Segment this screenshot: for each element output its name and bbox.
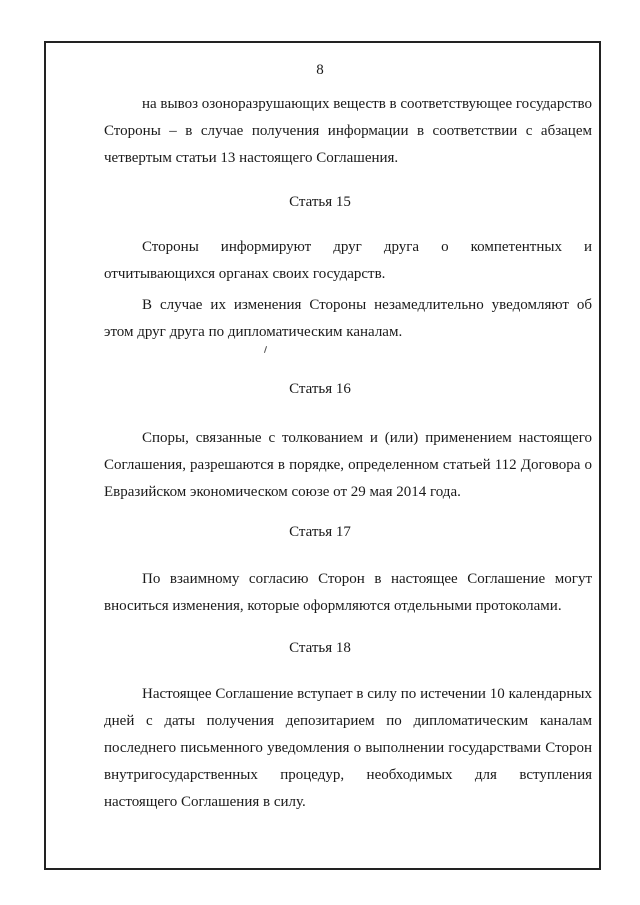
article-15-body <box>104 234 592 346</box>
article-17-heading: Статья 17 <box>289 524 351 540</box>
article-18-heading: Статья 18 <box>289 640 351 656</box>
article-15-paragraph-1: Стороны информируют друг друга о компетентных и отчитывающихся органах своих государств. <box>104 239 592 282</box>
intro-paragraph-block <box>104 91 592 172</box>
article-15-paragraph-2: В случае их изменения Стороны незамедлительно уведомляют об этом друг друга по дипломатическим каналам. <box>104 297 592 340</box>
article-18-paragraph-1: Настоящее Соглашение вступает в силу по истечении 10 календарных дней с даты получения депозитарием по дипломатическим каналам последнего письменного уведомления о выполнении государствами Сторон внутригосударственных процедур, необходимых для вступления настоящего Соглашения в силу. <box>104 686 592 810</box>
article-17-body <box>104 566 592 620</box>
article-18-body <box>104 681 592 816</box>
article-16-body <box>104 425 592 506</box>
intro-paragraph: на вывоз озоноразрушающих веществ в соответствующее государство Стороны – в случае получения информации в соответствии с абзацем четвертым статьи 13 настоящего Соглашения. <box>104 96 593 166</box>
article-15-heading: Статья 15 <box>289 194 351 210</box>
page-number: 8 <box>316 62 324 78</box>
article-16-heading: Статья 16 <box>289 381 351 397</box>
article-17-paragraph-1: По взаимному согласию Сторон в настоящее Соглашение могут вноситься изменения, которые оформляются отдельными протоколами. <box>104 571 592 614</box>
article-16-paragraph-1: Споры, связанные с толкованием и (или) применением настоящего Соглашения, разрешаются в порядке, определенном статьей 112 Договора о Евразийском экономическом союзе от 29 мая 2014 года. <box>104 430 592 500</box>
